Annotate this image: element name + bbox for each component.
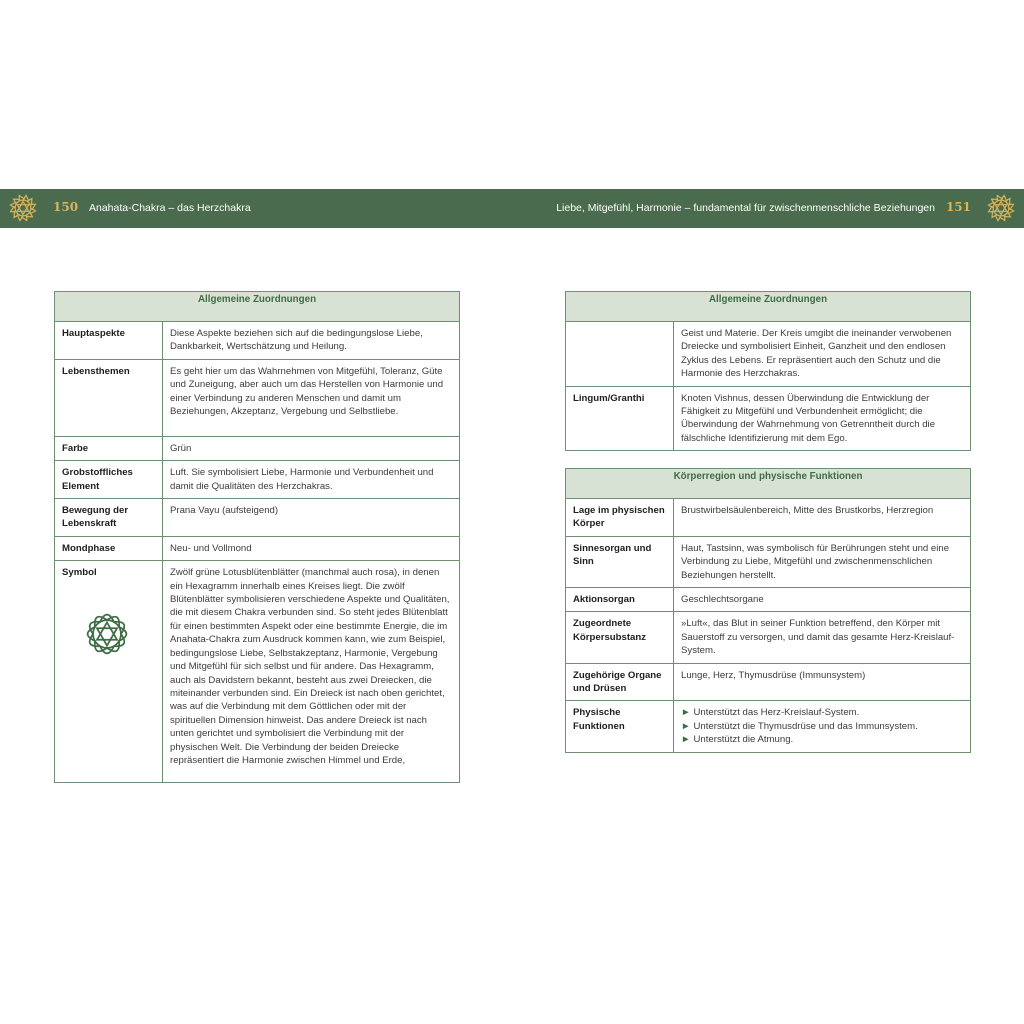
row-key: Zugeordnete Körpersubstanz	[566, 612, 674, 663]
table-row	[55, 536, 460, 560]
row-value: Haut, Tastsinn, was symbolisch für Berührungen steht und eine Verbindung zu Liebe, Mitgefühl und zwischenmenschlichen Beziehungen herstellt.	[674, 536, 971, 587]
table-row	[566, 663, 971, 701]
heart-chakra-icon	[986, 193, 1016, 223]
heart-chakra-icon	[8, 193, 38, 223]
heart-chakra-symbol-icon	[78, 605, 136, 663]
row-key: Lage im physischen Körper	[566, 499, 674, 537]
table-title: Allgemeine Zuordnungen	[55, 292, 460, 322]
right-page-number: 151	[945, 200, 971, 214]
table-row	[55, 561, 460, 783]
table-row	[566, 386, 971, 451]
row-key: Physische Funktionen	[566, 701, 674, 752]
body-functions-table	[565, 468, 971, 753]
table-row	[55, 322, 460, 360]
table-row	[566, 612, 971, 663]
bullet-arrow-icon: ►	[681, 734, 691, 746]
row-key: Grobstoffliches Element	[55, 461, 163, 499]
row-key: Aktionsorgan	[566, 588, 674, 612]
table-title: Allgemeine Zuordnungen	[566, 292, 971, 322]
header-band	[0, 189, 1024, 228]
list-item	[681, 706, 963, 719]
table-row	[566, 322, 971, 387]
left-page-number: 150	[53, 200, 79, 214]
row-value: Grün	[163, 436, 460, 460]
row-key: Bewegung der Lebenskraft	[55, 499, 163, 537]
right-assignments-table	[565, 291, 971, 451]
table-row	[566, 588, 971, 612]
left-assignments-table	[54, 291, 460, 783]
row-key: Lebensthemen	[55, 359, 163, 436]
row-value: »Luft«, das Blut in seiner Funktion betreffend, den Körper mit Sauerstoff zu versorgen, und damit das gesamte Herz-Kreislauf-System.	[674, 612, 971, 663]
row-key	[566, 322, 674, 387]
row-key: Symbol	[62, 567, 97, 579]
row-value: Brustwirbelsäulenbereich, Mitte des Brustkorbs, Herzregion	[674, 499, 971, 537]
table-row	[566, 701, 971, 752]
row-value: Knoten Vishnus, dessen Überwindung die Entwicklung der Fähigkeit zu Mitgefühl und Verbundenheit ermöglicht; die Überwindung der Wahrnehmung von Getrenntheit durch die fälschliche Identifizierung mit dem Ego.	[674, 386, 971, 451]
row-key: Sinnesorgan und Sinn	[566, 536, 674, 587]
list-item-text: Unterstützt die Thymusdrüse und das Immunsystem.	[693, 720, 918, 732]
row-key: Farbe	[55, 436, 163, 460]
row-value: Prana Vayu (aufsteigend)	[163, 499, 460, 537]
symbol-key-cell	[55, 561, 163, 783]
row-key: Lingum/Granthi	[566, 386, 674, 451]
table-row	[566, 499, 971, 537]
row-value: Geist und Materie. Der Kreis umgibt die ineinander verwobenen Dreiecke und symbolisiert Einheit, Ganzheit und den endlosen Zyklus des Lebens. Er repräsentiert auch den Schutz und die Harmonie des Herzchakras.	[674, 322, 971, 387]
table-row	[55, 499, 460, 537]
bullet-arrow-icon: ►	[681, 707, 691, 719]
row-value: Luft. Sie symbolisiert Liebe, Harmonie und Verbundenheit und damit die Qualitäten des Herzchakras.	[163, 461, 460, 499]
row-value: Neu- und Vollmond	[163, 536, 460, 560]
table-title: Körperregion und physische Funktionen	[566, 469, 971, 499]
row-key: Zugehörige Organe und Drüsen	[566, 663, 674, 701]
list-item-text: Unterstützt die Atmung.	[693, 734, 794, 746]
row-value: Es geht hier um das Wahrnehmen von Mitgefühl, Toleranz, Güte und Zuneigung, aber auch um das Herstellen von Harmonie und einer Verbindung zu anderen Menschen und damit um Beziehungen, Akzeptanz, Vergebung und Selbstliebe.	[163, 359, 460, 436]
bullet-arrow-icon: ►	[681, 720, 691, 732]
list-item	[681, 720, 963, 733]
row-value: Geschlechtsorgane	[674, 588, 971, 612]
table-row	[55, 359, 460, 436]
row-value: Zwölf grüne Lotusblütenblätter (manchmal auch rosa), in denen ein Hexagramm innerhalb eines Kreises liegt. Die zwölf Blütenblätter symbolisieren verschiedene Aspekte und Qualitäten, die mit diesem Chakra verbunden sind. So steht jedes Blütenblatt für einen bestimmten Aspekt oder eine bestimmte Energie, die im Anahata-Chakra zum Ausdruck kommen kann, wie zum Beispiel, bedingungslose Liebe, Selbstakzeptanz, Harmonie, Vergebung und Mitgefühl für sich selbst und für andere. Das Hexagramm, auch als Davidstern bekannt, besteht aus zwei Dreiecken, die miteinander verbunden sind. Ein Dreieck ist nach oben gerichtet, was auf die Verbindung mit dem Göttlichen oder mit der spirituellen Dimension hinweist. Das andere Dreieck ist nach unten gerichtet und symbolisiert die Verbindung mit der physischen Welt. Die Verbindung der beiden Dreiecke repräsentiert die Harmonie zwischen Himmel und Erde,	[163, 561, 460, 783]
row-value: Diese Aspekte beziehen sich auf die bedingungslose Liebe, Dankbarkeit, Wertschätzung und Heilung.	[163, 322, 460, 360]
table-row	[55, 436, 460, 460]
list-item-text: Unterstützt das Herz-Kreislauf-System.	[693, 707, 860, 719]
functions-list	[674, 701, 971, 752]
row-value: Lunge, Herz, Thymusdrüse (Immunsystem)	[674, 663, 971, 701]
table-row	[55, 461, 460, 499]
table-row	[566, 536, 971, 587]
left-running-title: Anahata-Chakra – das Herzchakra	[89, 202, 251, 214]
row-key: Mondphase	[55, 536, 163, 560]
list-item	[681, 733, 963, 746]
right-running-title: Liebe, Mitgefühl, Harmonie – fundamental für zwischenmenschliche Beziehungen	[556, 202, 935, 214]
row-key: Hauptaspekte	[55, 322, 163, 360]
